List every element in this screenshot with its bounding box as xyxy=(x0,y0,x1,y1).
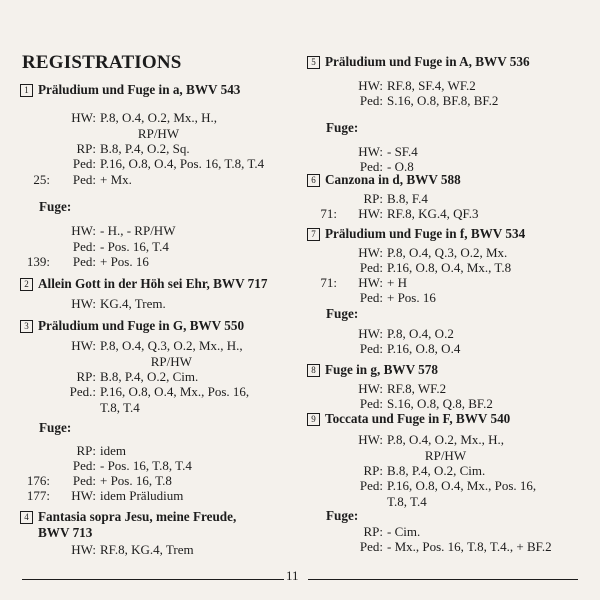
division-label: Ped: xyxy=(72,239,96,254)
piece-number-box: 2 xyxy=(20,278,33,291)
piece-number-box: 5 xyxy=(307,56,320,69)
registration-row xyxy=(20,458,192,474)
division-label: HW: xyxy=(358,432,383,447)
stops-list: P.8, O.4, O.2 xyxy=(387,326,454,341)
registration-row xyxy=(307,463,485,479)
piece-number-box: 6 xyxy=(307,174,320,187)
piece-title xyxy=(20,318,244,334)
stops-list: B.8, P.4, O.2, Cim. xyxy=(387,463,486,478)
registration-row xyxy=(307,524,420,540)
piece-title xyxy=(20,82,240,98)
measure-number xyxy=(307,78,337,94)
stops-list: B.8, P.4, O.2, Sq. xyxy=(100,141,190,156)
registration-row xyxy=(307,78,476,94)
piece-title-text: Präludium und Fuge in A, BWV 536 xyxy=(325,54,530,69)
measure-number xyxy=(20,239,50,255)
piece-title xyxy=(307,54,530,70)
stops-list: - Pos. 16, T.8, T.4 xyxy=(100,458,192,473)
piece-title-text: Fuge in g, BWV 578 xyxy=(325,362,438,377)
fugue-label: Fuge: xyxy=(39,199,72,214)
division-label: Ped: xyxy=(72,172,96,187)
stops-list: - Pos. 16, T.4 xyxy=(100,239,169,254)
division-label: Ped: xyxy=(359,539,383,554)
division-label: RP: xyxy=(76,141,96,156)
stops-list: + Mx. xyxy=(100,172,132,187)
measure-number xyxy=(20,141,50,157)
measure-number: 71: xyxy=(320,275,337,290)
measure-number xyxy=(307,432,337,463)
measure-number xyxy=(20,369,50,385)
division-label: HW: xyxy=(358,206,383,221)
measure-number xyxy=(307,463,337,479)
measure-number xyxy=(307,381,337,397)
piece-number-box: 1 xyxy=(20,84,33,97)
piece-title-text: Allein Gott in der Höh sei Ehr, BWV 717 xyxy=(38,276,268,291)
measure-number xyxy=(307,93,337,109)
stops-list: B.8, P.4, O.2, Cim. xyxy=(100,369,199,384)
stops-list: P.16, O.8, O.4, Mx., Pos. 16, T.8, T.4 xyxy=(100,384,250,415)
stops-list: - SF.4 xyxy=(387,144,418,159)
registration-row xyxy=(307,341,460,357)
stops-list: RF.8, KG.4, Trem xyxy=(100,542,194,557)
piece-title-text: Toccata und Fuge in F, BWV 540 xyxy=(325,411,511,426)
registration-row xyxy=(307,245,507,261)
registration-row xyxy=(20,156,264,172)
measure-number xyxy=(307,245,337,261)
division-label: Ped: xyxy=(72,473,96,488)
stops-list: RF.8, WF.2 xyxy=(387,381,447,396)
registration-row xyxy=(307,191,428,207)
registration-row xyxy=(307,478,536,509)
fugue-label: Fuge: xyxy=(326,508,359,523)
division-label: Ped: xyxy=(359,159,383,174)
measure-number: 139: xyxy=(26,254,50,269)
stops-list: - Cim. xyxy=(387,524,421,539)
stops-list: S.16, O.8, Q.8, BF.2 xyxy=(387,396,493,411)
piece-number-box: 9 xyxy=(307,413,320,426)
measure-number xyxy=(20,110,50,141)
measure-number xyxy=(307,191,337,207)
division-label: RP: xyxy=(363,524,383,539)
registration-row xyxy=(307,432,504,463)
stops-list: + Pos. 16 xyxy=(100,254,149,269)
division-label: Ped: xyxy=(359,341,383,356)
stops-list: KG.4, Trem. xyxy=(100,296,166,311)
measure-number xyxy=(20,458,50,474)
measure-number xyxy=(307,260,337,276)
measure-number: 71: xyxy=(320,206,337,221)
stops-list: - O.8 xyxy=(387,159,414,174)
division-label: Ped.: xyxy=(69,384,96,399)
stops-list: RF.8, SF.4, WF.2 xyxy=(387,78,476,93)
division-label: Ped: xyxy=(72,254,96,269)
division-label: HW: xyxy=(358,326,383,341)
stops-list: - Mx., Pos. 16, T.8, T.4., + BF.2 xyxy=(387,539,552,554)
division-label: HW: xyxy=(358,78,383,93)
stops-list: - H., - RP/HW xyxy=(100,223,176,238)
registration-row xyxy=(307,275,407,291)
piece-number-box: 4 xyxy=(20,511,33,524)
page-number: 11 xyxy=(286,568,299,583)
registration-row xyxy=(20,542,194,558)
registration-row xyxy=(20,473,172,489)
registration-row xyxy=(20,443,126,459)
measure-number xyxy=(307,326,337,342)
measure-number xyxy=(307,144,337,160)
registration-row xyxy=(307,396,493,412)
piece-title-continuation: BWV 713 xyxy=(38,525,93,540)
measure-number: 25: xyxy=(33,172,50,187)
division-label: Ped: xyxy=(359,290,383,305)
division-label: RP: xyxy=(363,463,383,478)
stops-list: P.16, O.8, O.4 xyxy=(387,341,461,356)
division-label: HW: xyxy=(71,488,96,503)
division-label: RP: xyxy=(76,443,96,458)
registration-row xyxy=(307,539,552,555)
measure-number xyxy=(20,156,50,172)
measure-number xyxy=(307,290,337,306)
registration-row xyxy=(20,223,175,239)
division-label: RP: xyxy=(363,191,383,206)
registration-row xyxy=(20,254,149,270)
registration-row xyxy=(20,384,249,415)
measure-number: 177: xyxy=(26,488,50,503)
division-label: Ped: xyxy=(359,260,383,275)
stops-list: S.16, O.8, BF.8, BF.2 xyxy=(387,93,499,108)
measure-number xyxy=(307,396,337,412)
division-label: HW: xyxy=(71,223,96,238)
division-label: Ped: xyxy=(359,396,383,411)
stops-list: P.8, O.4, Q.3, O.2, Mx. xyxy=(387,245,508,260)
measure-number xyxy=(20,443,50,459)
registration-row xyxy=(20,172,132,188)
division-label: HW: xyxy=(358,275,383,290)
registration-row xyxy=(20,488,183,504)
division-label: Ped: xyxy=(359,93,383,108)
division-label: HW: xyxy=(358,381,383,396)
registration-row xyxy=(307,144,418,160)
measure-number xyxy=(20,542,50,558)
measure-number xyxy=(307,524,337,540)
measure-number xyxy=(20,338,50,369)
fugue-label: Fuge: xyxy=(326,120,359,135)
piece-title xyxy=(20,276,267,292)
registration-row xyxy=(307,290,436,306)
stops-list: B.8, F.4 xyxy=(387,191,428,206)
division-label: Ped: xyxy=(72,458,96,473)
fugue-label: Fuge: xyxy=(39,420,72,435)
stops-list: P.16, O.8, O.4, Mx., T.8 xyxy=(387,260,512,275)
division-label: HW: xyxy=(358,245,383,260)
stops-list: P.8, O.4, O.2, Mx., H., RP/HW xyxy=(387,432,505,463)
registration-row xyxy=(20,141,190,157)
piece-number-box: 8 xyxy=(307,364,320,377)
measure-number: 176: xyxy=(26,473,50,488)
stops-list: + Pos. 16 xyxy=(387,290,436,305)
piece-title xyxy=(307,411,510,427)
registration-row xyxy=(20,369,198,385)
division-label: RP: xyxy=(76,369,96,384)
stops-list: + H xyxy=(387,275,407,290)
footer-rule-right xyxy=(308,579,578,580)
registration-row xyxy=(20,110,217,141)
stops-list: P.16, O.8, O.4, Pos. 16, T.8, T.4 xyxy=(100,156,265,171)
piece-title-text: Präludium und Fuge in a, BWV 543 xyxy=(38,82,241,97)
piece-number-box: 7 xyxy=(307,228,320,241)
registration-row xyxy=(20,239,169,255)
division-label: Ped: xyxy=(72,156,96,171)
fugue-label: Fuge: xyxy=(326,306,359,321)
stops-list: P.8, O.4, Q.3, O.2, Mx., H., RP/HW xyxy=(100,338,243,369)
piece-title xyxy=(307,172,461,188)
piece-title xyxy=(20,509,236,541)
registration-row xyxy=(307,326,454,342)
division-label: Ped: xyxy=(359,478,383,493)
division-label: HW: xyxy=(71,110,96,125)
registration-row xyxy=(307,206,478,222)
measure-number xyxy=(20,384,50,415)
measure-number xyxy=(20,296,50,312)
piece-title-text: Präludium und Fuge in G, BWV 550 xyxy=(38,318,245,333)
measure-number xyxy=(307,341,337,357)
stops-list: + Pos. 16, T.8 xyxy=(100,473,172,488)
piece-title-text: Canzona in d, BWV 588 xyxy=(325,172,461,187)
piece-title xyxy=(307,362,438,378)
registration-row xyxy=(307,381,446,397)
measure-number xyxy=(307,539,337,555)
piece-number-box: 3 xyxy=(20,320,33,333)
piece-title-text: Fantasia sopra Jesu, meine Freude, xyxy=(38,509,237,524)
page-heading: REGISTRATIONS xyxy=(22,52,182,73)
registration-row xyxy=(307,260,511,276)
piece-title-text: Präludium und Fuge in f, BWV 534 xyxy=(325,226,526,241)
stops-list: idem Präludium xyxy=(100,488,184,503)
footer-rule-left xyxy=(22,579,284,580)
piece-title xyxy=(307,226,525,242)
measure-number xyxy=(20,223,50,239)
stops-list: P.16, O.8, O.4, Mx., Pos. 16, T.8, T.4 xyxy=(387,478,537,509)
measure-number xyxy=(307,478,337,509)
registration-row xyxy=(20,296,166,312)
stops-list: P.8, O.4, O.2, Mx., H., RP/HW xyxy=(100,110,218,141)
division-label: HW: xyxy=(358,144,383,159)
division-label: HW: xyxy=(71,296,96,311)
stops-list: RF.8, KG.4, QF.3 xyxy=(387,206,479,221)
stops-list: idem xyxy=(100,443,126,458)
registration-row xyxy=(20,338,243,369)
division-label: HW: xyxy=(71,542,96,557)
division-label: HW: xyxy=(71,338,96,353)
registration-row xyxy=(307,93,498,109)
